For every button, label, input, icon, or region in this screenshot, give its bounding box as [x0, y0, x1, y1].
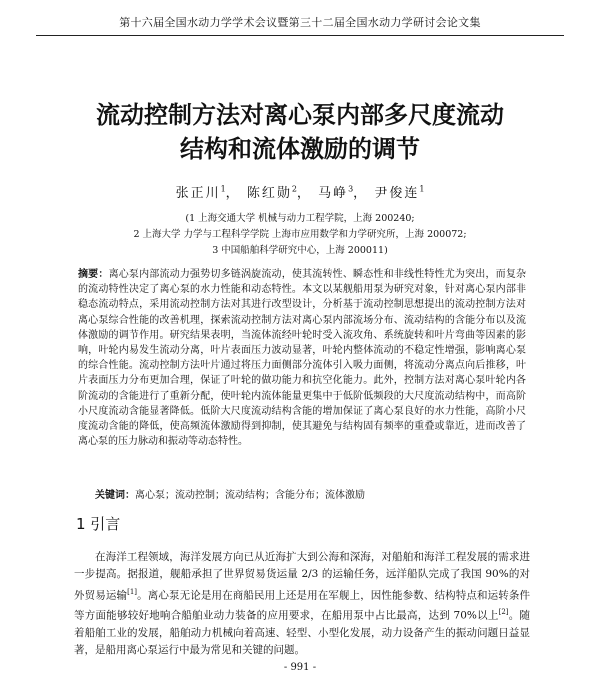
- keywords-text: 离心泵；流动控制；流动结构；含能分布；流体激励: [135, 490, 365, 501]
- affiliation-line: 3 中国船舶科学研究中心，上海 200011): [212, 245, 388, 256]
- author-affil-mark: 2: [291, 184, 297, 194]
- keywords-label: 关键词：: [95, 490, 135, 501]
- section-heading: 1 引言: [76, 515, 121, 533]
- intro-text-part-2: 。离心泵无论是用在商船民用上还是用在军舰上，因性能参数、结构特点和运转条件等方面能够较好地响合船舶业动力装备的应用要求，在船用泵中占比最高，达到 70%以上: [74, 589, 531, 622]
- abstract-text: 离心泵内部流动力强势切多链涡旋流动，使其流转性、瞬态性和非线性特性尤为突出，而复杂的流动特性决定了离心泵的水力性能和动态特性。本文以某舰船用泵为研究对象，针对离心泵内部非稳态流动特点，采用流动控制方法对其进行改型设计，分析基于流动控制思想提出的流动控制方法对离心泵综合性能的改善机理，探索流动控制方法对离心泵内部流场分布、流动结构的含能分布以及流体激励的调节作用。研究结果表明，当流体流经叶轮时受入流攻角、系统旋转和叶片弯曲等因素的影响，叶轮内易发生流动分离，叶片表面压力波动显著，叶轮内整体流动的不稳定性增强，影响离心泵的综合性能。流动控制方法叶片通过将压力面侧部分流体引入吸力面侧，将流动分离点向后推移，叶片表面压力分布更加合理，保证了叶轮的做功能力和抗空化能力。此外，控制方法对离心泵叶轮内各阶流动的含能进行了重新分配，使叶轮内流体能量更集中于低阶低频段的大尺度流动结构中，而高阶小尺度流动含能显著降低。低阶大尺度流动结构含能的增加保证了离心泵良好的水力性能，高阶小尺度流动含能的降低，使高频流体激励得到抑制，使其避免与结构固有频率的重叠或靠近，进而改善了离心泵的压力脉动和振动等动态特性。: [78, 269, 527, 448]
- title-line-1: 流动控制方法对离心泵内部多尺度流动: [96, 101, 504, 129]
- author-name: 陈红勋: [246, 186, 292, 201]
- citation-ref: [1]: [127, 587, 138, 596]
- author-affil-mark: 3: [348, 184, 354, 194]
- title-line-2: 结构和流体激励的调节: [180, 135, 420, 163]
- author-list: 张正川$^1$， 陈红勋$^2$， 马峥$^3$， 尹俊连$^1$: [175, 184, 425, 201]
- citation-ref: [2]: [498, 608, 509, 617]
- intro-text-part-1: 在海洋工程领域，海洋发展方向已从近海扩大到公海和深海，对船舶和海洋工程发展的需求进一步提高。据报道，舰船承担了世界贸易货运量 2/3 的运输任务，远洋船队完成了我国 90%的对外贸易运输: [74, 551, 530, 602]
- affiliation-line: (1 上海交通大学 机械与动力工程学院，上海 200240;: [185, 213, 415, 224]
- paper-title: [40, 98, 560, 166]
- abstract-label: 摘要：: [78, 269, 109, 280]
- author-name: 马峥: [318, 186, 349, 201]
- running-header: 第十六届全国水动力学学术会议暨第三十二届全国水动力学研讨会论文集: [36, 14, 564, 36]
- keywords: [95, 486, 525, 501]
- author-name: 尹俊连: [374, 186, 420, 201]
- author-name: 张正川: [175, 186, 221, 201]
- author-affil-mark: 1: [419, 184, 425, 194]
- author-affil-mark: 1: [220, 184, 226, 194]
- affiliation-line: 2 上海大学 力学与工程科学学院 上海市应用数学和力学研究所，上海 200072;: [133, 229, 467, 240]
- abstract: [78, 267, 526, 449]
- intro-text-part-3: 。随着船舶工业的发展，船舶动力机械向着高速、轻型、小型化发展，动力设备产生的振动问题日益显著，是船用离心泵运行中最为常见和关键的问题。: [74, 609, 530, 657]
- page-number: - 991 -: [283, 662, 317, 673]
- intro-paragraph: [74, 549, 530, 660]
